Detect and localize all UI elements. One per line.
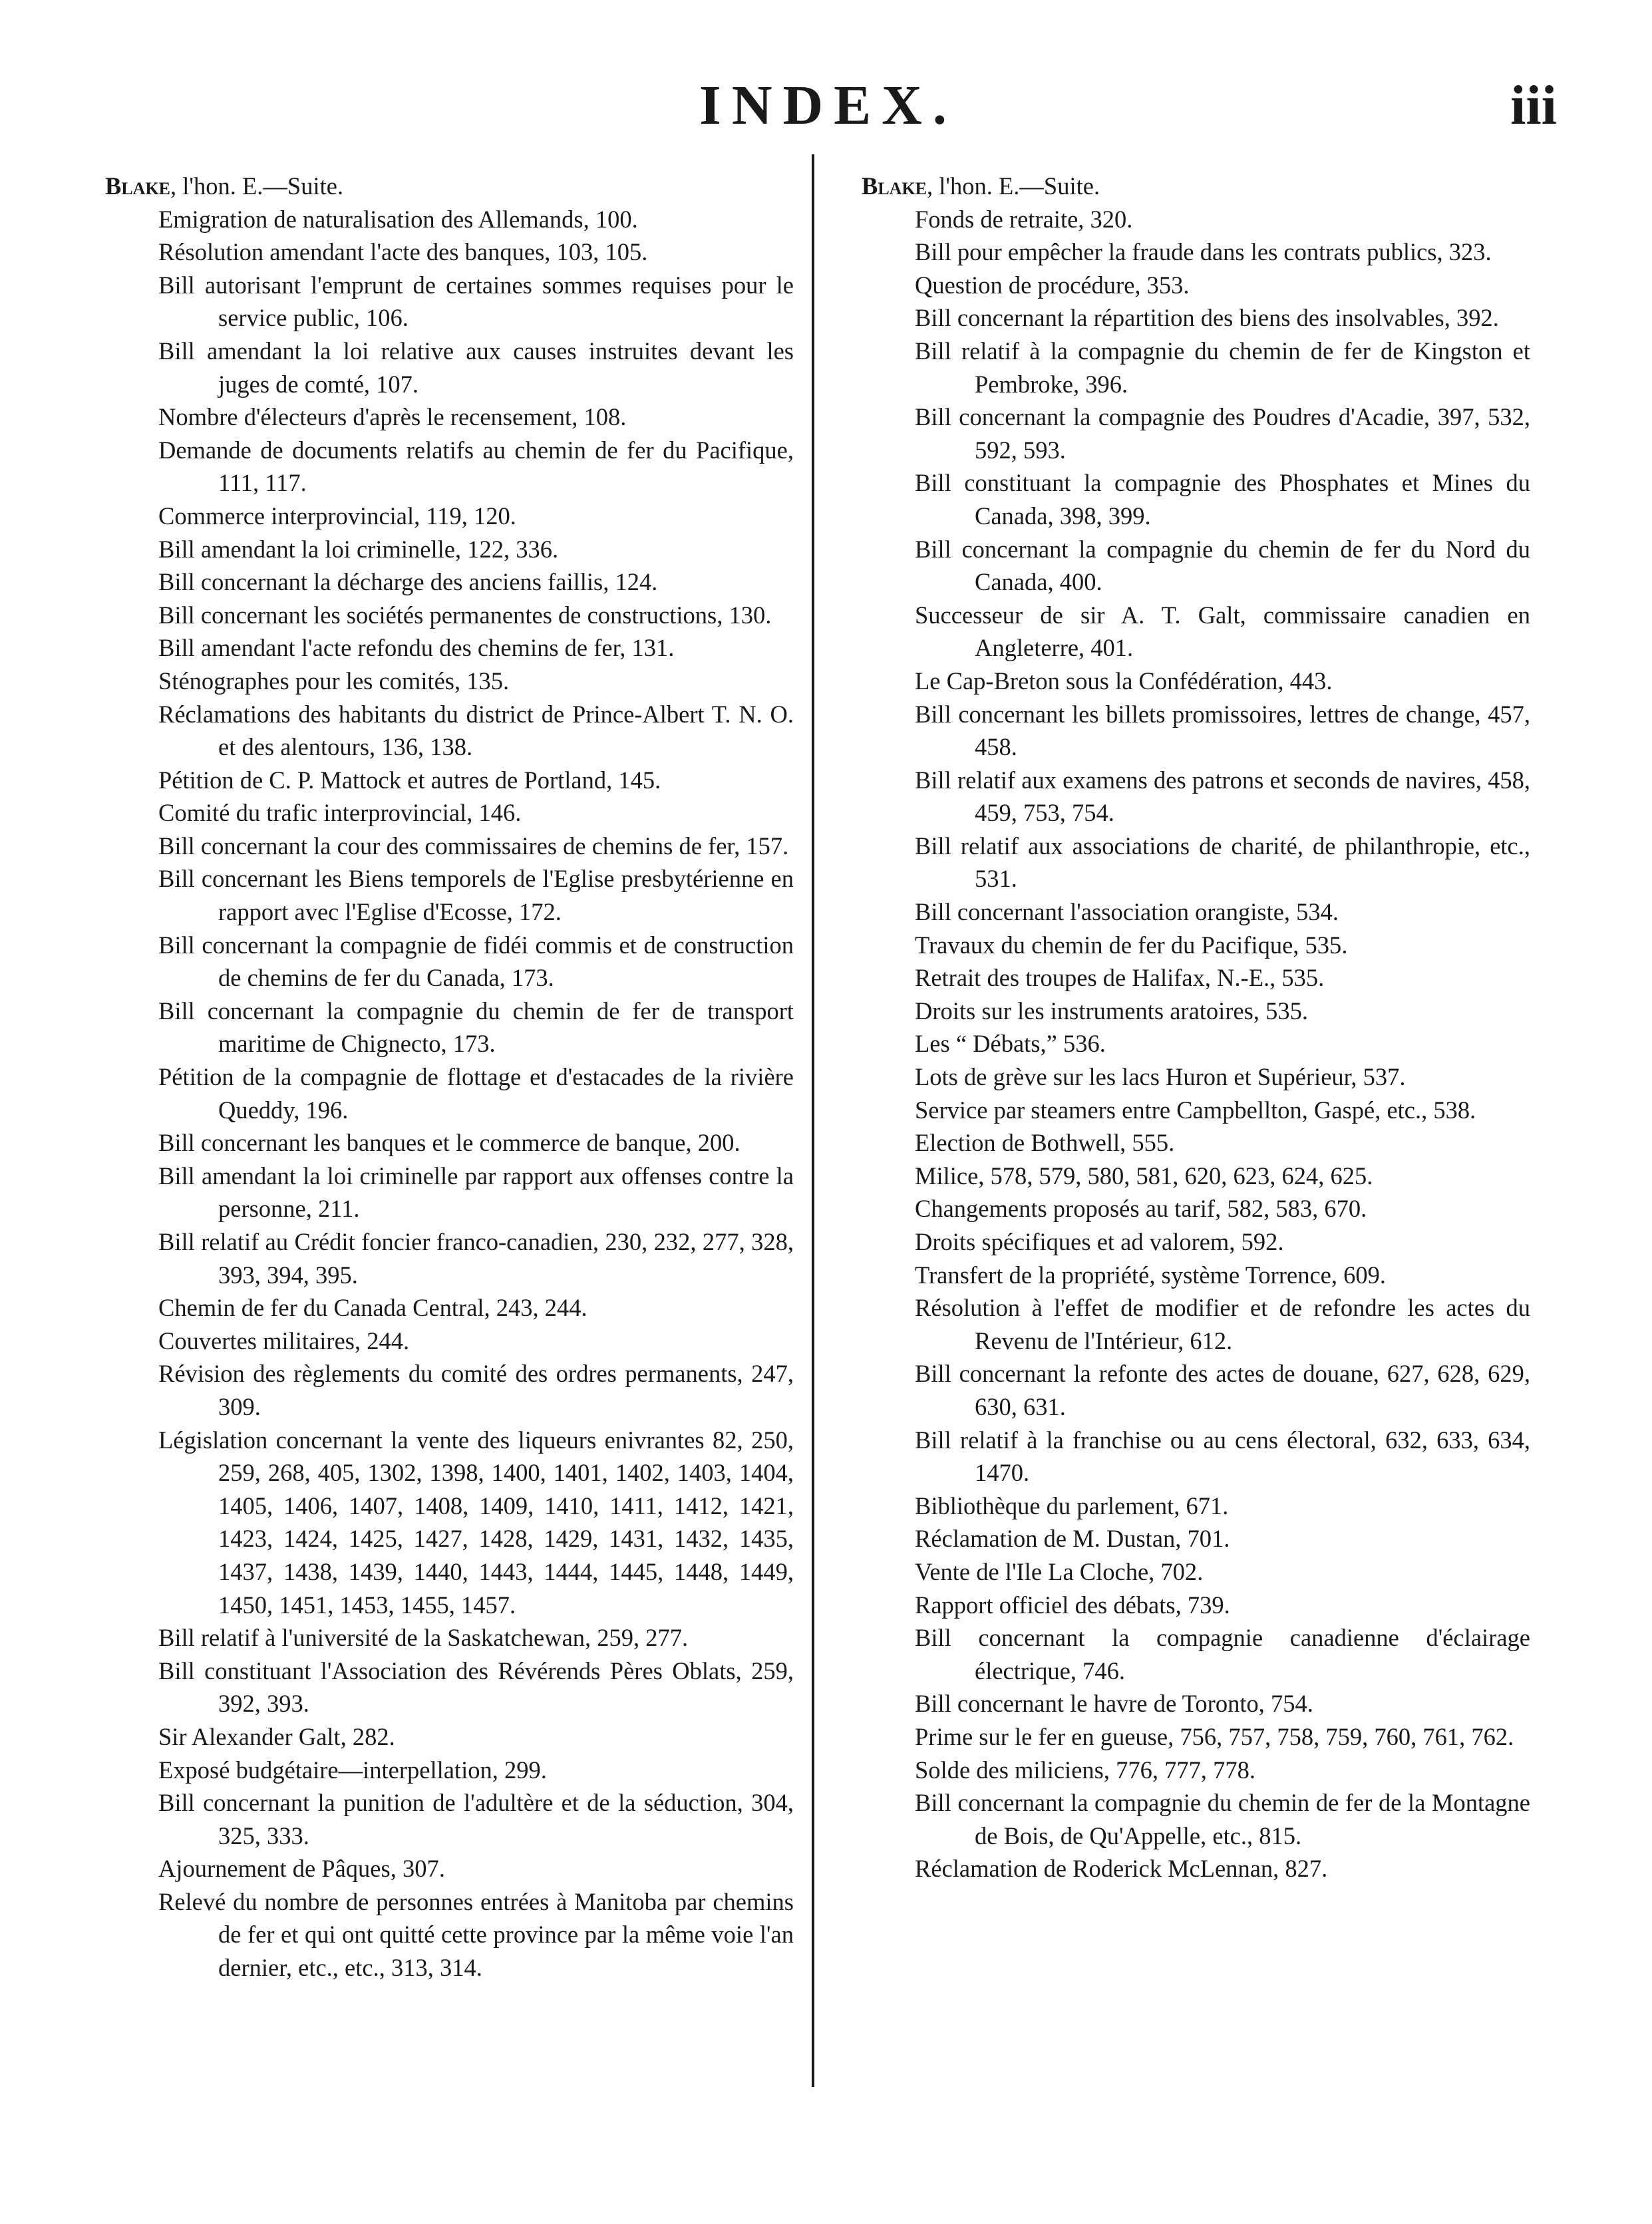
index-entry: Droits sur les instruments aratoires, 535. bbox=[915, 997, 1309, 1025]
index-entry: Couvertes militaires, 244. bbox=[158, 1327, 410, 1354]
index-entry: Bibliothèque du parlement, 671. bbox=[915, 1492, 1229, 1519]
index-entry: Le Cap-Breton sous la Confédération, 443. bbox=[915, 667, 1333, 695]
index-entry: Bill concernant la compagnie canadienne d'éclairage électrique, 746. bbox=[915, 1624, 1530, 1684]
index-entry: Pétition de la compagnie de flottage et d'estacades de la rivière Queddy, 196. bbox=[158, 1063, 794, 1124]
index-entry: Bill concernant les sociétés permanentes de constructions, 130. bbox=[158, 601, 772, 629]
index-entry: Bill concernant la compagnie de fidéi commis et de construction de chemins de fer du Canada, 173. bbox=[158, 931, 794, 992]
index-entry: Législation concernant la vente des liqueurs enivrantes 82, 250, 259, 268, 405, 1302, 1398, 1400, 1401, 1402, 1403, 1404, 1405, 1406, 1407, 1408, 1409, 1410, 1411, 1412, 1421, 1423, 1424, 1425, 1427, 1428, 1429, 1431, 1432, 1435, 1437, 1438, 1439, 1440, 1443, 1444, 1445, 1448, 1449, 1450, 1451, 1453, 1455, 1457. bbox=[158, 1426, 794, 1619]
index-entry: Bill concernant la compagnie du chemin de fer de la Montagne de Bois, de Qu'Appelle, etc., 815. bbox=[915, 1789, 1530, 1849]
index-entry: Révision des règlements du comité des ordres permanents, 247, 309. bbox=[158, 1360, 794, 1420]
index-entry: Nombre d'électeurs d'après le recensement, 108. bbox=[158, 403, 627, 431]
index-entry: Question de procédure, 353. bbox=[915, 271, 1190, 299]
index-entry: Réclamation de M. Dustan, 701. bbox=[915, 1525, 1230, 1553]
index-entry: Travaux du chemin de fer du Pacifique, 535. bbox=[915, 931, 1348, 959]
index-entry: Bill amendant l'acte refondu des chemins de fer, 131. bbox=[158, 634, 675, 662]
index-entry: Réclamation de Roderick McLennan, 827. bbox=[915, 1855, 1328, 1883]
index-entry: Bill concernant la punition de l'adultère et de la séduction, 304, 325, 333. bbox=[158, 1789, 794, 1849]
index-entry: Bill relatif aux examens des patrons et seconds de navires, 458, 459, 753, 754. bbox=[915, 766, 1530, 827]
index-entry: Demande de documents relatifs au chemin de fer du Pacifique, 111, 117. bbox=[158, 436, 794, 497]
index-entry: Ajournement de Pâques, 307. bbox=[158, 1855, 445, 1883]
index-entry: Bill concernant la cour des commissaires de chemins de fer, 157. bbox=[158, 832, 789, 860]
index-entry: Vente de l'Ile La Cloche, 702. bbox=[915, 1557, 1204, 1585]
index-entry: Réclamations des habitants du district de Prince-Albert T. N. O. et des alentours, 136, 138. bbox=[158, 700, 794, 761]
heading-name: Blake bbox=[862, 172, 927, 200]
index-entry: Bill concernant la compagnie du chemin de fer de transport maritime de Chignecto, 173. bbox=[158, 997, 794, 1058]
index-entry: Résolution à l'effet de modifier et de refondre les actes du Revenu de l'Intérieur, 612. bbox=[915, 1294, 1530, 1354]
index-entry: Lots de grève sur les lacs Huron et Supérieur, 537. bbox=[915, 1063, 1406, 1091]
index-entry: Les “ Débats,” 536. bbox=[915, 1030, 1106, 1058]
index-entry: Transfert de la propriété, système Torrence, 609. bbox=[915, 1261, 1386, 1289]
index-entry: Bill amendant la loi relative aux causes instruites devant les juges de comté, 107. bbox=[158, 337, 794, 398]
index-entry: Bill relatif à l'université de la Saskatchewan, 259, 277. bbox=[158, 1624, 689, 1652]
right-column bbox=[862, 170, 1530, 1885]
index-entry: Emigration de naturalisation des Allemands, 100. bbox=[158, 205, 638, 233]
right-entry-list bbox=[862, 203, 1530, 1885]
index-entry: Bill concernant les billets promissoires, lettres de change, 457, 458. bbox=[915, 700, 1530, 761]
index-entry: Bill concernant l'association orangiste, 534. bbox=[915, 898, 1339, 926]
column-divider bbox=[812, 154, 814, 2087]
index-entry: Sténographes pour les comités, 135. bbox=[158, 667, 510, 695]
index-entry: Bill constituant l'Association des Révérends Pères Oblats, 259, 392, 393. bbox=[158, 1657, 794, 1718]
page-number: iii bbox=[1510, 75, 1557, 136]
left-section-heading bbox=[105, 170, 794, 203]
index-entry: Bill concernant les Biens temporels de l'Eglise presbytérienne en rapport avec l'Eglise d'Ecosse, 172. bbox=[158, 865, 794, 926]
index-entry: Bill amendant la loi criminelle, 122, 336. bbox=[158, 535, 559, 563]
index-entry: Prime sur le fer en gueuse, 756, 757, 758, 759, 760, 761, 762. bbox=[915, 1722, 1514, 1750]
index-entry: Fonds de retraite, 320. bbox=[915, 205, 1133, 233]
heading-rest: , l'hon. E.—Suite. bbox=[927, 172, 1100, 200]
index-entry: Chemin de fer du Canada Central, 243, 244. bbox=[158, 1294, 587, 1322]
index-entry: Bill concernant les banques et le commerce de banque, 200. bbox=[158, 1129, 741, 1157]
page-title: INDEX. bbox=[699, 75, 957, 136]
index-entry: Bill relatif à la franchise ou au cens électoral, 632, 633, 634, 1470. bbox=[915, 1426, 1530, 1487]
index-entry: Bill concernant la compagnie du chemin de fer du Nord du Canada, 400. bbox=[915, 535, 1530, 596]
index-entry: Bill pour empêcher la fraude dans les contrats publics, 323. bbox=[915, 238, 1492, 266]
right-section-heading bbox=[862, 170, 1530, 203]
index-entry: Changements proposés au tarif, 582, 583, 670. bbox=[915, 1195, 1367, 1223]
index-entry: Bill amendant la loi criminelle par rapport aux offenses contre la personne, 211. bbox=[158, 1162, 794, 1223]
heading-rest: , l'hon. E.—Suite. bbox=[170, 172, 344, 200]
index-entry: Solde des miliciens, 776, 777, 778. bbox=[915, 1756, 1255, 1784]
index-entry: Election de Bothwell, 555. bbox=[915, 1129, 1175, 1157]
index-entry: Bill concernant la refonte des actes de douane, 627, 628, 629, 630, 631. bbox=[915, 1360, 1530, 1420]
index-entry: Bill relatif aux associations de charité, de philanthropie, etc., 531. bbox=[915, 832, 1530, 893]
index-entry: Commerce interprovincial, 119, 120. bbox=[158, 502, 516, 530]
index-entry: Pétition de C. P. Mattock et autres de Portland, 145. bbox=[158, 766, 661, 794]
index-entry: Bill concernant le havre de Toronto, 754. bbox=[915, 1690, 1313, 1718]
index-entry: Milice, 578, 579, 580, 581, 620, 623, 624, 625. bbox=[915, 1162, 1373, 1190]
index-entry: Rapport officiel des débats, 739. bbox=[915, 1591, 1230, 1619]
page-header bbox=[100, 73, 1557, 146]
index-entry: Exposé budgétaire—interpellation, 299. bbox=[158, 1756, 547, 1784]
index-entry: Bill relatif à la compagnie du chemin de fer de Kingston et Pembroke, 396. bbox=[915, 337, 1530, 398]
left-entry-list bbox=[105, 203, 794, 1985]
index-entry: Bill concernant la compagnie des Poudres d'Acadie, 397, 532, 592, 593. bbox=[915, 403, 1530, 464]
index-entry: Bill concernant la décharge des anciens faillis, 124. bbox=[158, 568, 658, 596]
index-entry: Service par steamers entre Campbellton, Gaspé, etc., 538. bbox=[915, 1096, 1476, 1124]
left-column bbox=[105, 170, 794, 1985]
index-entry: Sir Alexander Galt, 282. bbox=[158, 1722, 395, 1750]
index-entry: Retrait des troupes de Halifax, N.-E., 535. bbox=[915, 964, 1325, 992]
index-entry: Droits spécifiques et ad valorem, 592. bbox=[915, 1228, 1284, 1255]
index-entry: Bill autorisant l'emprunt de certaines sommes requises pour le service public, 106. bbox=[158, 271, 794, 332]
index-entry: Comité du trafic interprovincial, 146. bbox=[158, 799, 522, 827]
index-entry: Bill concernant la répartition des biens des insolvables, 392. bbox=[915, 304, 1499, 332]
index-entry: Bill constituant la compagnie des Phosphates et Mines du Canada, 398, 399. bbox=[915, 469, 1530, 530]
index-entry: Bill relatif au Crédit foncier franco-canadien, 230, 232, 277, 328, 393, 394, 395. bbox=[158, 1228, 794, 1289]
index-entry: Successeur de sir A. T. Galt, commissaire canadien en Angleterre, 401. bbox=[915, 601, 1530, 662]
heading-name: Blake bbox=[105, 172, 171, 200]
index-entry: Relevé du nombre de personnes entrées à Manitoba par chemins de fer et qui ont quitté cette province par la même voie l'an dernier, etc., etc., 313, 314. bbox=[158, 1887, 794, 1982]
index-entry: Résolution amendant l'acte des banques, 103, 105. bbox=[158, 238, 648, 266]
